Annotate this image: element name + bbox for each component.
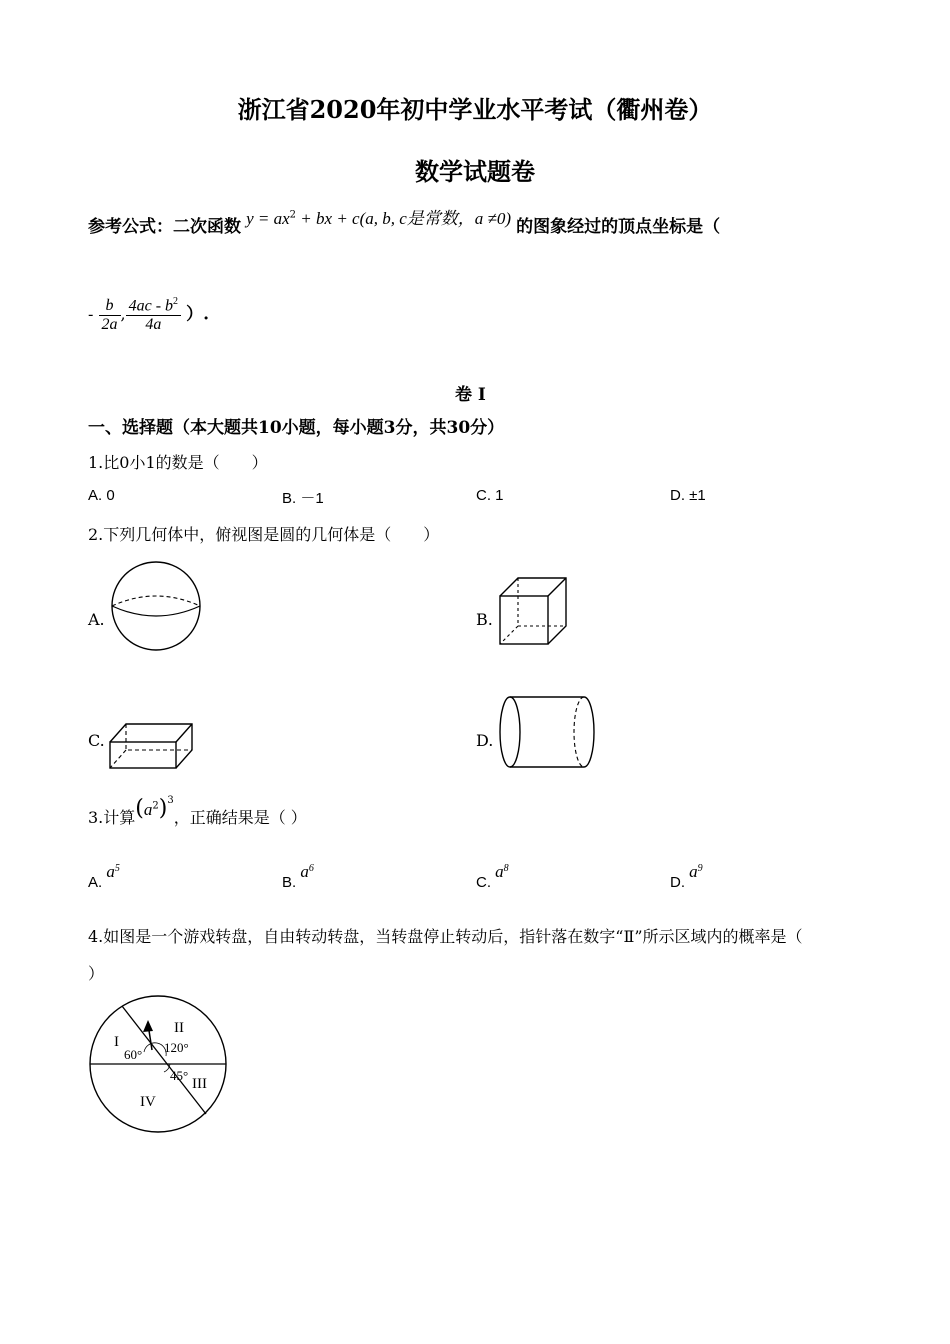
fraction-4ac-b2-over-4a: $\frac{4ac - b^2}{4a}$ <box>126 296 181 334</box>
q3-option-c: C. $a^8$ <box>476 862 509 891</box>
q2-option-d-label: D. <box>476 731 494 750</box>
spinner-angle-120: 120° <box>164 1040 189 1055</box>
cube-figure <box>496 574 572 648</box>
q4-stem: 4.如图是一个游戏转盘，自由转动转盘，当转盘停止转动后，指针落在数字“Ⅱ”所示区域内的概率是（ <box>88 927 803 946</box>
q1-stem: 1.比0小1的数是（ ） <box>88 453 268 472</box>
cylinder-figure <box>496 694 600 772</box>
spinner-angle-60: 60° <box>124 1047 143 1062</box>
q2-stem: 2.下列几何体中，俯视图是圆的几何体是（ ） <box>88 525 440 544</box>
q1-option-c: C. 1 <box>476 487 504 504</box>
q4-stem-end: ） <box>88 964 105 983</box>
spinner-label-iv: IV <box>140 1094 156 1110</box>
spinner-label-i: I <box>114 1034 119 1050</box>
q3-stem: 3.计算$(a^2)^3$，正确结果是（ ） <box>88 794 307 827</box>
fraction-b-over-2a: $\frac{b}{2a}$ <box>99 297 121 334</box>
q1-option-b: B. －1 <box>282 490 324 507</box>
spinner-label-ii: II <box>174 1020 184 1036</box>
formula-expression: $y = ax^2$ + bx + c(a, b, c是常数，a ≠0) <box>246 209 512 228</box>
reference-formula <box>88 209 721 237</box>
cuboid-figure <box>106 718 196 772</box>
q3-option-d: D. $a^9$ <box>670 862 703 891</box>
sphere-figure <box>108 560 204 652</box>
spinner-figure <box>86 990 246 1136</box>
vertex-formula: - $\frac{b}{2a}$ , $\frac{4ac - b^2}{4a}$ ）. <box>88 296 210 334</box>
q3-expression: $(a^2)^3$ <box>135 794 174 821</box>
volume-label: 卷 I <box>455 385 486 405</box>
q3-option-a: A. $a^5$ <box>88 862 120 891</box>
q1-option-a: A. 0 <box>88 487 115 504</box>
exam-subtitle: 数学试题卷 <box>415 157 535 186</box>
exam-title: 浙江省2020年初中学业水平考试（衢州卷） <box>237 95 713 124</box>
q3-option-b: B. $a^6$ <box>282 862 314 891</box>
section-heading: 一、选择题（本大题共10小题，每小题3分，共30分） <box>88 418 505 438</box>
q1-option-d: D. ±1 <box>670 487 706 504</box>
q2-option-a-label: A. <box>88 610 105 629</box>
spinner-angle-45: 45° <box>170 1068 189 1083</box>
q2-option-c-label: C. <box>88 731 105 750</box>
spinner-label-iii: III <box>192 1076 207 1092</box>
q2-option-b-label: B. <box>476 610 493 629</box>
formula-prefix: 参考公式：二次函数 <box>88 217 241 237</box>
formula-suffix: 的图象经过的顶点坐标是（ <box>516 217 721 237</box>
